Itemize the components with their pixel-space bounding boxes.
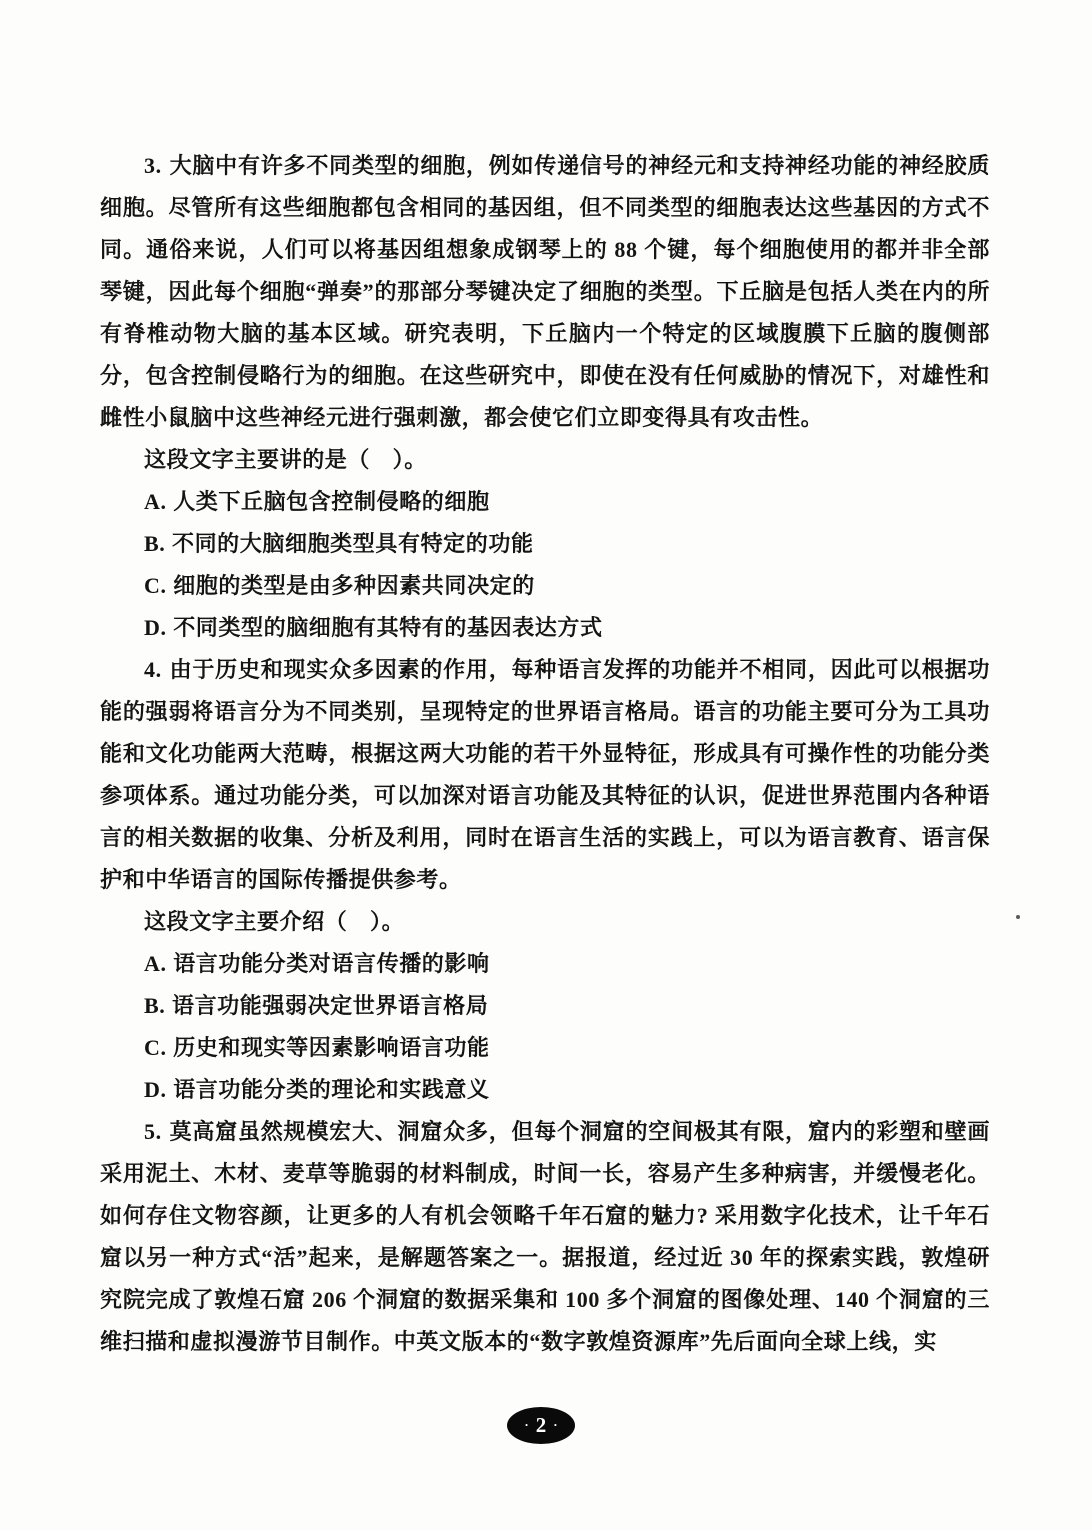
question-4-option-a (100, 943, 990, 985)
question-3-number: 3. (144, 153, 162, 178)
page-number-badge (507, 1407, 575, 1444)
option-label: D. (144, 1077, 167, 1102)
scan-artifact-dot (1016, 915, 1020, 919)
question-5-passage-text: 莫高窟虽然规模宏大、洞窟众多，但每个洞窟的空间极其有限，窟内的彩塑和壁画采用泥土、木材、麦草等脆弱的材料制成，时间一长，容易产生多种病害，并缓慢老化。如何存住文物容颜，让更多的人有机会领略千年石窟的魅力? 采用数字化技术，让千年石窟以另一种方式“活”起来，是解题答案之一。据报道，经过近 30 年的探索实践，敦煌研究院完成了敦煌石窟 206 个洞窟的数据采集和 100 多个洞窟的图像处理、140 个洞窟的三维扫描和虚拟漫游节目制作。中英文版本的“数字敦煌资源库”先后面向全球上线，实 (100, 1119, 990, 1354)
question-4-passage (100, 649, 990, 901)
question-5-number: 5. (144, 1119, 162, 1144)
question-4-stem: 这段文字主要介绍（ ）。 (144, 909, 405, 934)
option-text: 不同类型的脑细胞有其特有的基因表达方式 (173, 615, 603, 640)
option-text: 细胞的类型是由多种因素共同决定的 (173, 573, 535, 598)
question-3 (100, 145, 990, 649)
question-3-passage-text: 大脑中有许多不同类型的细胞，例如传递信号的神经元和支持神经功能的神经胶质细胞。尽管所有这些细胞都包含相同的基因组，但不同类型的细胞表达这些基因的方式不同。通俗来说，人们可以将基因组想象成钢琴上的 88 个键，每个细胞使用的都并非全部琴键，因此每个细胞“弹奏”的那部分琴键决定了细胞的类型。下丘脑是包括人类在内的所有脊椎动物大脑的基本区域。研究表明，下丘脑内一个特定的区域腹膜下丘脑的腹侧部分，包含控制侵略行为的细胞。在这些研究中，即使在没有任何威胁的情况下，对雄性和雌性小鼠脑中这些神经元进行强刺激，都会使它们立即变得具有攻击性。 (100, 153, 990, 430)
option-text: 不同的大脑细胞类型具有特定的功能 (171, 531, 534, 556)
option-text: 语言功能分类对语言传播的影响 (173, 951, 490, 976)
question-4-passage-text: 由于历史和现实众多因素的作用，每种语言发挥的功能并不相同，因此可以根据功能的强弱将语言分为不同类别，呈现特定的世界语言格局。语言的功能主要可分为工具功能和文化功能两大范畴，根据这两大功能的若干外显特征，形成具有可操作性的功能分类参项体系。通过功能分类，可以加深对语言功能及其特征的认识，促进世界范围内各种语言的相关数据的收集、分析及利用，同时在语言生活的实践上，可以为语言教育、语言保护和中华语言的国际传播提供参考。 (100, 657, 990, 892)
question-5-passage (100, 1111, 990, 1363)
badge-left-dot: · (524, 1417, 529, 1432)
question-4-option-d (100, 1069, 990, 1111)
question-3-option-d (100, 607, 990, 649)
option-text: 历史和现实等因素影响语言功能 (173, 1035, 490, 1060)
badge-right-dot: · (553, 1417, 558, 1432)
question-3-stem: 这段文字主要讲的是（ ）。 (144, 447, 427, 472)
page-number: 2 (535, 1413, 547, 1437)
question-4-number: 4. (144, 657, 162, 682)
question-3-option-b (100, 523, 990, 565)
question-3-option-a (100, 481, 990, 523)
question-3-passage (100, 145, 990, 439)
option-label: C. (144, 1035, 167, 1060)
option-label: A. (144, 489, 167, 514)
question-4-option-b (100, 985, 990, 1027)
option-label: A. (144, 951, 167, 976)
option-text: 语言功能分类的理论和实践意义 (173, 1077, 490, 1102)
option-label: C. (144, 573, 167, 598)
option-label: B. (144, 993, 166, 1018)
option-text: 语言功能强弱决定世界语言格局 (171, 993, 489, 1018)
question-5 (100, 1111, 990, 1363)
question-4 (100, 649, 990, 1111)
option-label: B. (144, 531, 166, 556)
option-text: 人类下丘脑包含控制侵略的细胞 (173, 489, 490, 514)
question-3-option-c (100, 565, 990, 607)
question-4-option-c (100, 1027, 990, 1069)
option-label: D. (144, 615, 167, 640)
question-list (100, 145, 990, 1363)
